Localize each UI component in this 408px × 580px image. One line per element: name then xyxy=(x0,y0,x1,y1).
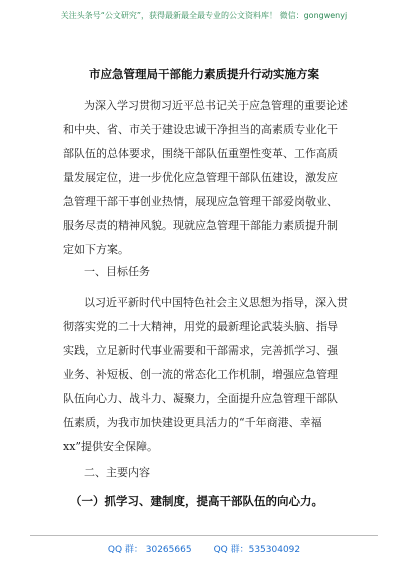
intro-line: 和中央、省、市关于建设忠诚干净担当的高素质专业化干 xyxy=(63,123,338,136)
intro-line: 急管理干部干事创业热情，展现应急管理干部爱岗敬业、 xyxy=(63,195,338,208)
intro-line: 量发展定位，进一步优化应急管理干部队伍建设，激发应 xyxy=(63,171,338,184)
intro-line: 服务尽责的精神风貌。现就应急管理干部能力素质提升制 xyxy=(63,219,338,232)
intro-line: 部队伍的总体要求，围绕干部队伍重塑性变革、工作高质 xyxy=(63,147,338,160)
footer-qq-group-2: QQ 群：535304092 xyxy=(213,545,301,555)
subsection-heading: （一）抓学习、建制度，提高干部队伍的向心力。 xyxy=(70,494,323,508)
goals-line: 队伍向心力、战斗力、凝聚力，全面提升应急管理干部队 xyxy=(63,392,338,405)
goals-line: 业务、补短板、创一流的常态化工作机制，增强应急管理 xyxy=(63,368,338,381)
section-heading-content: 二、主要内容 xyxy=(84,466,150,479)
footer xyxy=(0,542,408,555)
footer-divider xyxy=(30,535,378,536)
goals-line: 以习近平新时代中国特色社会主义思想为指导，深入贯 xyxy=(84,296,348,309)
goals-line: 彻落实党的二十大精神，用党的最新理论武装头脑、指导 xyxy=(63,320,338,333)
goals-line: 伍素质，为我市加快建设更具活力的“千年商港、幸福 xyxy=(63,416,322,429)
header-banner: 关注头条号“公文研究”，获得最新最全最专业的公文资料库！ 微信：gongwenyj xyxy=(60,11,348,20)
goals-line: 实践，立足新时代事业需要和干部需求，完善抓学习、强 xyxy=(63,344,338,357)
goals-line: xx”提供安全保障。 xyxy=(63,440,159,453)
intro-line: 为深入学习贯彻习近平总书记关于应急管理的重要论述 xyxy=(84,99,348,112)
footer-qq-group-1: QQ 群： 30265665 xyxy=(107,545,192,555)
intro-line: 定如下方案。 xyxy=(63,243,129,256)
section-heading-goals: 一、目标任务 xyxy=(84,265,150,278)
document-title: 市应急管理局干部能力素质提升行动实施方案 xyxy=(89,67,319,81)
